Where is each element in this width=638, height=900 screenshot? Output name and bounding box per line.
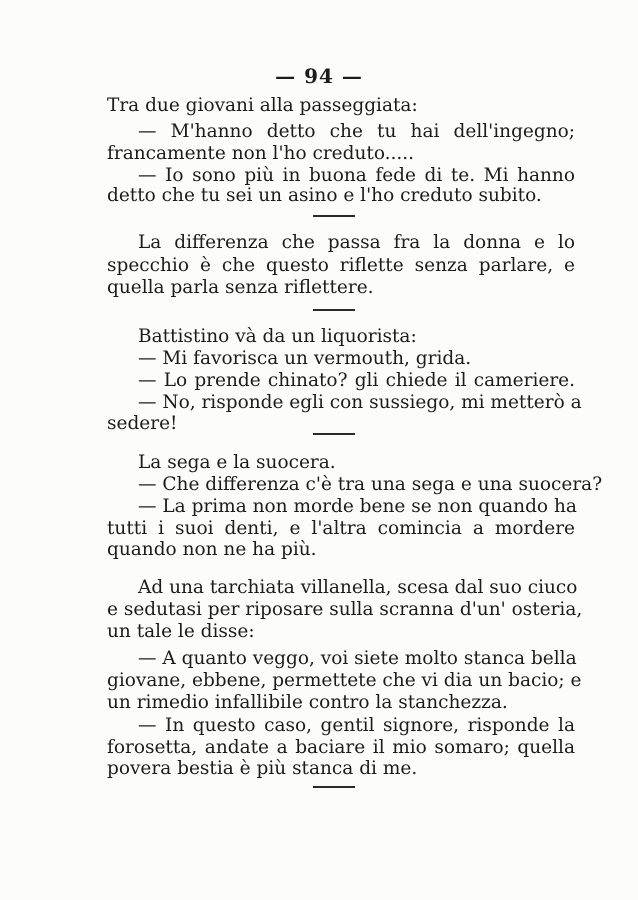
text-line: — In questo caso, gentil signore, risponde la: [138, 715, 575, 736]
section-divider: [313, 215, 355, 217]
section-divider: [313, 309, 355, 311]
text-line: — La prima non morde bene se non quando ha: [138, 496, 577, 517]
text-line: Tra due giovani alla passeggiata:: [107, 95, 418, 116]
text-line: Ad una tarchiata villanella, scesa dal suo ciuco: [138, 577, 578, 598]
text-line: — M'hanno detto che tu hai dell'ingegno;: [138, 121, 575, 142]
section-divider: [313, 433, 355, 435]
text-line: specchio è che questo riflette senza parlare, e: [107, 255, 575, 276]
text-line: detto che tu sei un asino e l'ho creduto subito.: [107, 185, 542, 206]
text-line: francamente non l'ho creduto.....: [107, 143, 415, 164]
page-number: — 94 —: [275, 64, 363, 88]
text-line: giovane, ebbene, permettete che vi dia un bacio; e: [107, 670, 582, 691]
text-line: La sega e la suocera.: [138, 452, 336, 473]
text-line: un tale le disse:: [107, 621, 255, 642]
text-line: povera bestia è più stanca di me.: [107, 758, 418, 779]
text-line: quando non ne ha più.: [107, 539, 317, 560]
text-line: forosetta, andate a baciare il mio somaro; quella: [107, 737, 575, 758]
text-line: — A quanto veggo, voi siete molto stanca bella: [138, 648, 577, 669]
text-line: e sedutasi per riposare sulla scranna d'un' osteria,: [107, 599, 583, 620]
text-line: tutti i suoi denti, e l'altra comincia a mordere: [107, 518, 575, 539]
text-line: Battistino và da un liquorista:: [138, 326, 417, 347]
text-line: un rimedio infallibile contro la stanchezza.: [107, 692, 508, 713]
text-line: — Io sono più in buona fede di te. Mi hanno: [138, 165, 575, 186]
text-line: — No, risponde egli con sussiego, mi metterò a: [138, 392, 582, 413]
text-line: quella parla senza riflettere.: [107, 277, 374, 298]
text-line: — Lo prende chinato? gli chiede il cameriere.: [138, 370, 575, 391]
text-line: — Mi favorisca un vermouth, grida.: [138, 348, 472, 369]
text-line: La differenza che passa fra la donna e lo: [138, 232, 575, 253]
text-line: sedere!: [107, 413, 178, 434]
section-divider: [313, 786, 355, 788]
text-line: — Che differenza c'è tra una sega e una suocera?: [138, 474, 603, 495]
